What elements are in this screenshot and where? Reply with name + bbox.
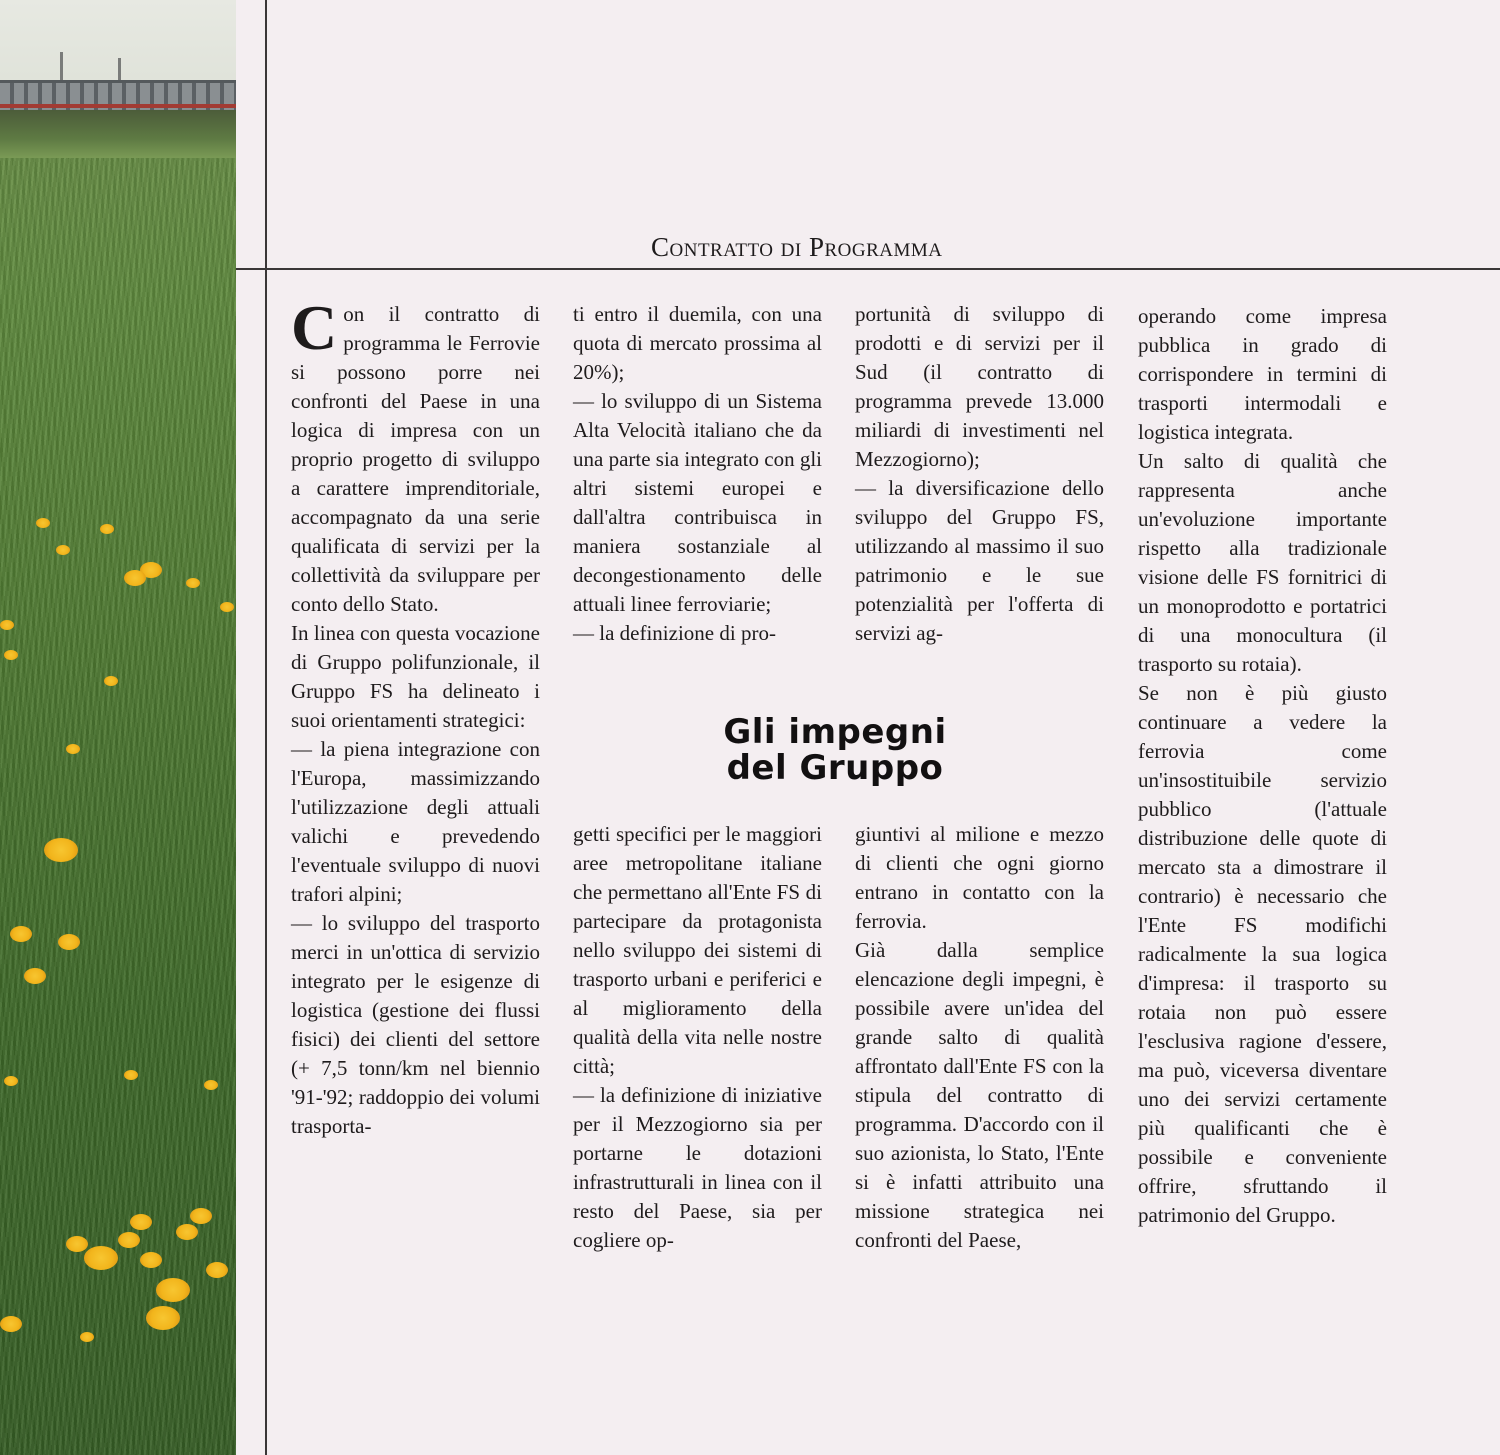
dandelion-icon bbox=[66, 744, 80, 754]
paragraph bbox=[291, 292, 540, 619]
text-column-4 bbox=[1138, 302, 1387, 1230]
dandelion-icon bbox=[206, 1262, 228, 1278]
vertical-rule bbox=[265, 0, 267, 1455]
paragraph: — la diversificazione dello sviluppo del Gruppo FS, utilizzando al massimo il suo patrimonio e le sue potenzialità per l'offerta di servizi ag- bbox=[855, 476, 1104, 645]
paragraph: — la piena integrazione con l'Europa, massimizzando l'utilizzazione degli attuali valichi e prevedendo l'eventuale sviluppo di nuovi trafori alpini; bbox=[291, 737, 540, 906]
paragraph: Se non è più giusto continuare a vedere la ferrovia come un'insostituibile servizio pubblico (l'attuale distribuzione delle quote di mercato sta a dimostrare il contrario) è necessario che l'Ente FS modifichi radicalmente la sua logica d'impresa: il trasporto su rotaia non può essere l'esclusiva ragione d'essere, ma può, viceversa diventare uno dei servizi certamente più qualificanti che è possibile e conveniente offrire, sfruttando il patrimonio del Gruppo. bbox=[1138, 681, 1387, 1227]
subtitle-line-1: Gli impegni bbox=[723, 712, 947, 752]
paragraph: — la definizione di iniziative per il Mezzogiorno sia per portarne le dotazioni infrastrutturali in linea con il resto del Paese, sia per cogliere op- bbox=[573, 1083, 822, 1252]
dandelion-icon bbox=[24, 968, 46, 984]
dandelion-icon bbox=[0, 620, 14, 630]
dandelion-icon bbox=[220, 602, 234, 612]
subtitle-line-2: del Gruppo bbox=[726, 748, 944, 788]
dandelion-icon bbox=[186, 578, 200, 588]
train-stripe bbox=[0, 104, 236, 108]
drop-cap: C bbox=[291, 292, 338, 363]
dandelion-icon bbox=[36, 518, 50, 528]
dandelion-icon bbox=[118, 1232, 140, 1248]
dandelion-icon bbox=[84, 1246, 118, 1270]
dandelion-icon bbox=[146, 1306, 180, 1330]
text-column-3-bottom bbox=[855, 820, 1104, 1255]
paragraph: Un salto di qualità che rappresenta anche un'evoluzione importante rispetto alla tradizionale visione delle FS fornitrici di un monoprodotto e portatrici di una monocultura (il trasporto su rotaia). bbox=[1138, 449, 1387, 676]
meadow-train-photo bbox=[0, 0, 236, 1455]
paragraph-text: on il contratto di programma le Ferrovie si possono porre nei confronti del Paese in una logica di impresa con un proprio progetto di sviluppo a carattere imprenditoriale, accompagnato da una serie qualificata di servizi per la collettività da sviluppare per conto dello Stato. bbox=[291, 302, 540, 616]
section-subtitle bbox=[690, 714, 980, 786]
dandelion-icon bbox=[176, 1224, 198, 1240]
dandelion-icon bbox=[58, 934, 80, 950]
page-title: Contratto di Programma bbox=[651, 232, 943, 262]
dandelion-icon bbox=[140, 1252, 162, 1268]
paragraph: ti entro il duemila, con una quota di mercato prossima al 20%); bbox=[573, 302, 822, 384]
dandelion-icon bbox=[4, 1076, 18, 1086]
dandelion-icon bbox=[130, 1214, 152, 1230]
paragraph: Già dalla semplice elencazione degli impegni, è possibile avere un'idea del grande salto di qualità affrontato dall'Ente FS con la stipula del contratto di programma. D'accordo con il suo azionista, lo Stato, l'Ente si è infatti attribuito una missione strategica nei confronti del Paese, bbox=[855, 938, 1104, 1252]
paragraph: — la definizione di pro- bbox=[573, 621, 776, 645]
paragraph: operando come impresa pubblica in grado di corrispondere in termini di trasporti intermodali e logistica integrata. bbox=[1138, 304, 1387, 444]
text-column-3-top bbox=[855, 300, 1104, 648]
dandelion-icon bbox=[44, 838, 78, 862]
dandelion-icon bbox=[190, 1208, 212, 1224]
dandelion-icon bbox=[66, 1236, 88, 1252]
text-column-1 bbox=[291, 292, 540, 1141]
dandelion-icon bbox=[0, 1316, 22, 1332]
paragraph: giuntivi al milione e mezzo di clienti che ogni giorno entrano in contatto con la ferrovia. bbox=[855, 822, 1104, 933]
text-column-2-bottom bbox=[573, 820, 822, 1255]
hedge bbox=[0, 110, 236, 158]
text-column-2-top bbox=[573, 300, 822, 648]
dandelion-icon bbox=[10, 926, 32, 942]
dandelion-icon bbox=[80, 1332, 94, 1342]
paragraph: In linea con questa vocazione di Gruppo polifunzionale, il Gruppo FS ha delineato i suoi orientamenti strategici: bbox=[291, 621, 540, 732]
horizontal-rule bbox=[236, 268, 1500, 270]
dandelion-icon bbox=[100, 524, 114, 534]
dandelion-icon bbox=[104, 676, 118, 686]
paragraph: getti specifici per le maggiori aree metropolitane italiane che permettano all'Ente FS di partecipare da protagonista nello sviluppo dei sistemi di trasporto urbani e periferici e al miglioramento della qualità della vita nelle nostre città; bbox=[573, 822, 822, 1078]
dandelion-icon bbox=[4, 650, 18, 660]
paragraph: portunità di sviluppo di prodotti e di servizi per il Sud (il contratto di programma prevede 13.000 miliardi di investimenti nel Mezzogiorno); bbox=[855, 302, 1104, 471]
paragraph: — lo sviluppo del trasporto merci in un'ottica di servizio integrato per le esigenze di logistica (gestione dei flussi fisici) dei clienti del settore (+ 7,5 tonn/km nel biennio '91-'92; raddoppio dei volumi trasporta- bbox=[291, 911, 540, 1138]
dandelion-icon bbox=[204, 1080, 218, 1090]
dandelion-icon bbox=[56, 545, 70, 555]
dandelion-icon bbox=[124, 570, 146, 586]
dandelion-icon bbox=[156, 1278, 190, 1302]
dandelion-icon bbox=[124, 1070, 138, 1080]
paragraph: — lo sviluppo di un Sistema Alta Velocità italiano che da una parte sia integrato con gli altri sistemi europei e dall'altra contribuisca in maniera sostanziale al decongestionamento delle attuali linee ferroviarie; bbox=[573, 389, 822, 616]
